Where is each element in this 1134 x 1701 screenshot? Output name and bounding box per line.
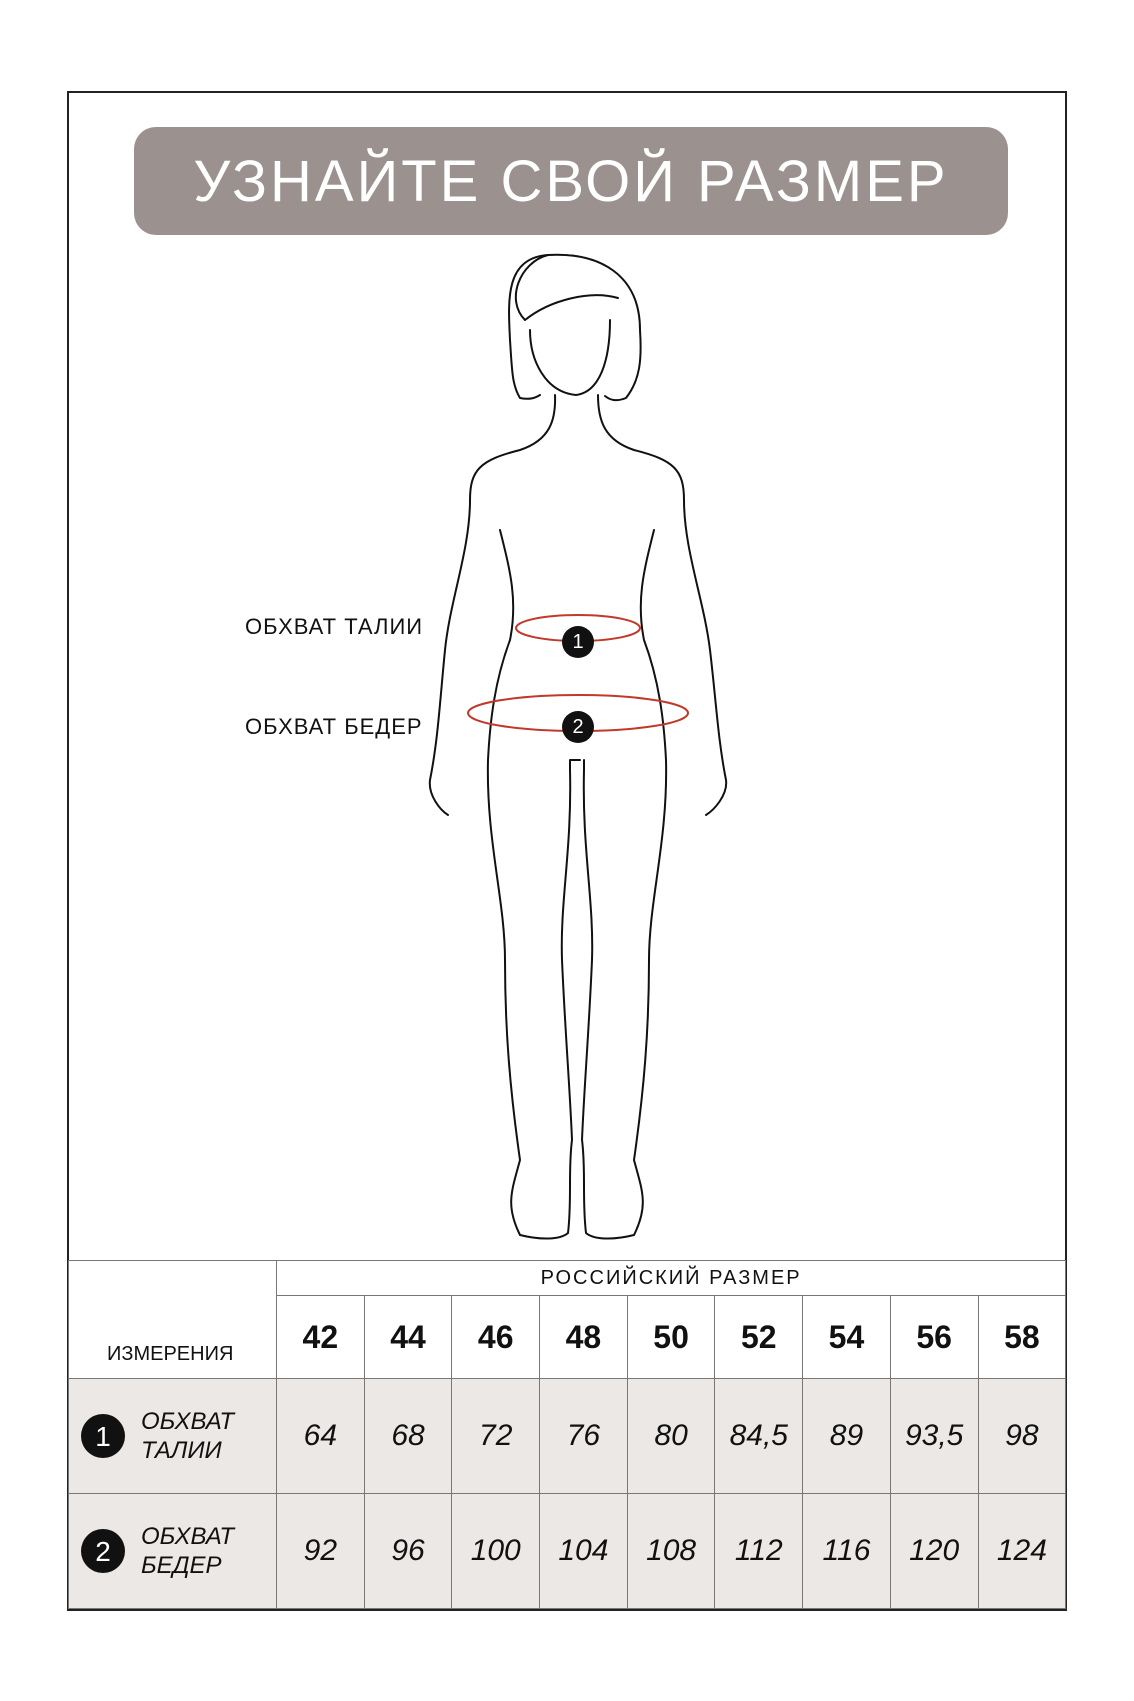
hips-number: 2: [572, 715, 584, 738]
table-cell: 98: [978, 1379, 1066, 1494]
size-header: 52: [715, 1296, 803, 1379]
size-header: 54: [803, 1296, 891, 1379]
row-number-badge: 1: [81, 1414, 125, 1458]
size-header: 56: [890, 1296, 978, 1379]
table-cell: 89: [803, 1379, 891, 1494]
waist-number-badge: [562, 626, 594, 658]
table-cell: 120: [890, 1494, 978, 1609]
row-label-line2: БЕДЕР: [141, 1552, 222, 1579]
row-number-badge: 2: [81, 1529, 125, 1573]
hips-label: ОБХВАТ БЕДЕР: [245, 714, 423, 739]
size-header: 50: [627, 1296, 715, 1379]
size-header: 44: [364, 1296, 452, 1379]
row-label: [69, 1379, 277, 1494]
hips-number-badge: [562, 711, 594, 743]
table-cell: 108: [627, 1494, 715, 1609]
table-row-waist: [69, 1379, 1066, 1494]
table-cell: 96: [364, 1494, 452, 1609]
table-cell: 100: [452, 1494, 540, 1609]
row-label-line1: ОБХВАТ: [141, 1523, 234, 1550]
size-header: 58: [978, 1296, 1066, 1379]
russian-size-header: РОССИЙСКИЙ РАЗМЕР: [277, 1261, 1066, 1296]
table-cell: 112: [715, 1494, 803, 1609]
size-header: 46: [452, 1296, 540, 1379]
page-title: УЗНАЙТЕ СВОЙ РАЗМЕР: [193, 148, 949, 214]
table-cell: 124: [978, 1494, 1066, 1609]
table-cell: 92: [277, 1494, 365, 1609]
waist-label: ОБХВАТ ТАЛИИ: [245, 614, 424, 639]
table-cell: 80: [627, 1379, 715, 1494]
measurements-header: ИЗМЕРЕНИЯ: [69, 1261, 277, 1379]
table-cell: 93,5: [890, 1379, 978, 1494]
table-row-hips: [69, 1494, 1066, 1609]
row-label-line1: ОБХВАТ: [141, 1408, 234, 1435]
table-cell: 72: [452, 1379, 540, 1494]
table-cell: 68: [364, 1379, 452, 1494]
size-chart-table: [68, 1260, 1066, 1609]
row-label: [69, 1494, 277, 1609]
table-cell: 64: [277, 1379, 365, 1494]
table-cell: 116: [803, 1494, 891, 1609]
table-cell: 76: [540, 1379, 628, 1494]
size-header: 42: [277, 1296, 365, 1379]
table-cell: 104: [540, 1494, 628, 1609]
row-label-line2: ТАЛИИ: [141, 1437, 222, 1464]
size-header: 48: [540, 1296, 628, 1379]
waist-number: 1: [572, 630, 584, 653]
table-cell: 84,5: [715, 1379, 803, 1494]
